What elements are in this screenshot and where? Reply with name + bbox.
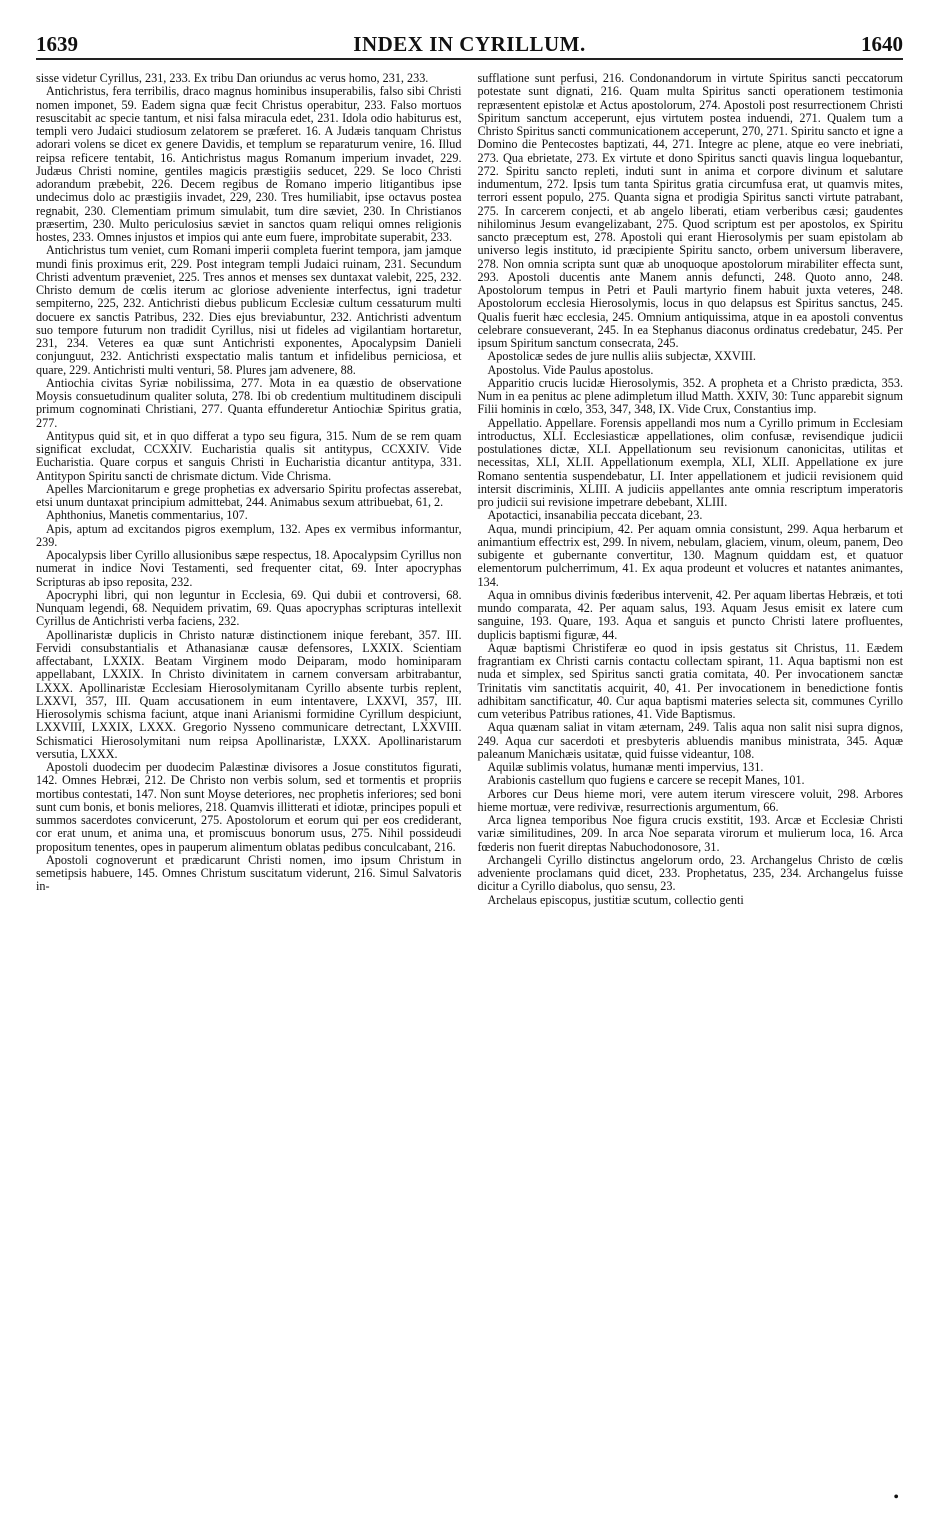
index-entry: Arbores cur Deus hieme mori, vere autem iterum virescere voluit, 298. Arbores hieme mortuæ, vere redivivæ, resurrectionis argumentum, 66. bbox=[477, 786, 903, 814]
page-number-left: 1639 bbox=[36, 32, 78, 56]
index-entry: Aqua, mundi principium, 42. Per aquam omnia consistunt, 299. Aqua herbarum et animantium effectrix est, 299. In nivem, nebulam, glaciem, vinum, oleum, panem, Deo subigente et gubernante convertitur, 130. Magnum quiddam est, et quatuor elementorum pulcherrimum, 41. Ex aqua prodeunt et volucres et natantes animantes, 134. bbox=[477, 521, 903, 589]
left-column bbox=[36, 72, 462, 907]
index-entry: Antichristus tum veniet, cum Romani imperii completa fuerint tempora, jam jamque mundi finis proximus erit, 229. Post integram templi Judaici ruinam, 231. Secundum Christi adventum præveniet, 225. Tres annos et menses sex duntaxat valebit, 225, 232. Christo demum de cœlis iterum ac gloriose adveniente interfectus, igni tradetur sempiterno, 225, 232. Antichristi diebus publicum Ecclesiæ cultum cessaturum multi docuere ex sanctis Patribus, 232. Dies ejus breviabuntur, 232. Antichristi adventum suo tempore futurum non tradidit Cyrillus, nisi ut fideles ad vigilantiam hortaretur, 231, 234. Veteres ea quæ sunt Antichristi exponentes, Apocalypsim Danieli conjunguut, 232. Antichristi exspectatio malis tantum et infidelibus perniciosa, et quare, 229. Antichristi multi venturi, 58. Plures jam advenere, 88. bbox=[36, 243, 462, 377]
index-entry: sufflatione sunt perfusi, 216. Condonandorum in virtute Spiritus sancti peccatorum potestate sunt dignati, 216. Quam multa Spiritus sancti operationem testimonia repræsentent epistolæ et Actus apostolorum, 274. Apostoli post resurrectionem Christi Spiritum sanctum acceperunt, ejus virtutem postea induendi, 271. Qualem tum a Christo Spiritus sancti communicationem acceperunt, 270, 271. Spiritu sancto et igne a Domino die Pentecostes baptizati, 44, 271. Integre ac plene, atque eo vere inebriati, 273. Qua ebrietate, 273. Ex virtute et dono Spiritus sancti quavis lingua loquebantur, 272. Spiritu sancto repleti, induti sunt in anima et corpore divinum et salutare indumentum, 272. Ipsis tum tanta Spiritus gratia circumfusa erat, ut quamvis mites, terrori essent populo, 275. Quanta signa et prodigia Spiritus sancti virtute patrabant, 275. In carcerem conjecti, et ab angelo liberati, etiam verberibus cæsi; gaudentes nihilominus Jesum evangelizabant, 275. Quod scriptum est per apostolos, ex Spiritu sancto præceptum est, 278. Apostoli qui erant Hierosolymis per suam epistolam ab universo legis instituto, id præcipiente Spiritu sancto, orbem universum liberavere, 278. Non omnia scripta sunt quæ ab unoquoque apostolorum mirabiliter effecta sunt, 293. Apostoli ducentis ante Manem annis defuncti, 248. Quoto anno, 248. Apostolorum tempus in Petri et Pauli martyrio finem habuit juxta veteres, 248. Apostolorum ecclesia Hierosolymis, locus in quo delapsus est Spiritus sanctus, 245. Qualis fuerit hæc ecclesia, 245. Omnium antiquissima, atque in ea apostoli conventus celebrare consueverant, 245. In ea Stephanus diaconus ordinatus credebatur, 245. Per ipsum Spiritum sanctum consecrata, 245. bbox=[477, 71, 903, 350]
page-number-right: 1640 bbox=[861, 32, 903, 56]
index-entry: Aquæ baptismi Christiferæ eo quod in ipsis gestatus sit Christus, 11. Eædem fragrantiam ex Christi carnis contactu collectam spirant, 11. Aqua baptismi non est nuda et simplex, sed Spiritus sancti gratia comitata, 40. Per invocationem sanctæ Trinitatis vim sanctitatis acquirit, 40, 41. Per invocationem in benedictione fontis adhibitam sanctificatur, 40. Cur aqua baptismi materies selecta sit, communes Cyrillo cum veteribus Patribus rationes, 41. Vide Baptismus. bbox=[477, 640, 903, 721]
running-title: INDEX IN CYRILLUM. bbox=[353, 32, 586, 56]
index-entry: Aqua quænam saliat in vitam æternam, 249. Talis aqua non salit nisi supra dignos, 249. Aqua cur sacerdoti et presbyteris abluendis manibus ministrata, 345. Aquæ paleanum Manichæis usitatæ, quid fuisse videantur, 108. bbox=[477, 720, 903, 761]
index-entry: Arca lignea temporibus Noe figura crucis exstitit, 193. Arcæ et Ecclesiæ Christi variæ similitudines, 209. In arca Noe separata virorum et mulierum loca, 16. Arca fœderis non fuerit direptas Nabuchodonosore, 31. bbox=[477, 813, 903, 854]
index-entry: Apostolus. Vide Paulus apostolus. bbox=[487, 362, 654, 377]
index-entry: Arabionis castellum quo fugiens e carcere se recepit Manes, 101. bbox=[487, 773, 805, 788]
index-entry: Aphthonius, Manetis commentarius, 107. bbox=[46, 508, 248, 523]
index-entry: Apocalypsis liber Cyrillo allusionibus sæpe respectus, 18. Apocalypsim Cyrillus non numerat in indice Novi Testamenti, sed frequenter citat, 69. Inter apocryphas Scripturas ab ipso reposita, 232. bbox=[36, 548, 462, 589]
printer-mark: • bbox=[893, 1489, 899, 1506]
index-entry: Archelaus episcopus, justitiæ scutum, collectio genti bbox=[487, 892, 744, 907]
index-entry: Archangeli Cyrillo distinctus angelorum ordo, 23. Archangelus Christo de cœlis adveniente proclamans quid dicet, 233. Prophetatus, 235, 234. Archangelus fuisse dicitur a Cyrillo diabolus, quo sensu, 23. bbox=[477, 852, 903, 894]
index-entry: Antiochia civitas Syriæ nobilissima, 277. Mota in ea quæstio de observatione Moysis consuetudinum qualiter soluta, 278. Ibi ob credentium multitudinem discipuli primum cognominati Christiani, 277. Quanta effunderetur Antiochiæ Spiritus gratia, 277. bbox=[36, 375, 462, 430]
right-column bbox=[478, 72, 904, 907]
index-entry: Antichristus, fera terribilis, draco magnus hominibus insuperabilis, falso sibi Christi nomen imponet, 59. Eadem signa quæ fecit Christus operabitur, 233. Falso mortuos resuscitabit ac specie tantum, et nisi falsa miracula edet, 231. Idola odio habiturus est, templi vero Judaici studiosum zelatorem se præferet. 16. A Judæis tanquam Christus adorari volens se dicet ex genere Davidis, et templum se reparaturum venire, 16. Illud reipsa reficere tentabit, 16. Antichristus magus Romanum imperium invadet, 229. Judæus Christi nomine, gentiles magicis præstigiis seducet, 229. Se loco Christi adorandum præbebit, 226. Decem regibus de Romano imperio litigantibus ipse undecimus dolo ac præstigiis invadet, 229, 230. Tres humiliabit, ipse octavus postea regnabit, 230. Clementiam primum simulabit, tum dire sæviet, 230. In Christianos præsertim, 230. Multo periculosius sæviet in sanctos quam reliqui omnes religionis hostes, 233. Omnes injustos et impios qui ante eum fuere, improbitate superabit, 233. bbox=[36, 84, 462, 244]
index-columns bbox=[36, 72, 903, 907]
index-entry: Apollinaristæ duplicis in Christo naturæ distinctionem inique ferebant, 357. III. Fervidi consubstantialis et Athanasianæ causæ defensores, LXXIX. Scientiam affectabant, LXXIX. Beatam Virginem modo Deiparam, modo hominiparam appellabant, LXXIX. In Christo divinitatem in carnem conversam arbitrabantur, LXXX. Apollinaristæ Ecclesiam Hierosolymitanam Cyrillo absente turbis replent, LXXVI, 357, III. Quam accusationem in eum intentavere, LXXVI, 357, III. Hierosolymis schisma faciunt, atque inani Arianismi formidine Cyrillum despiciunt, LXXVIII, LXXIX, LXXX. Gregorio Nysseno communicare detrectant, LXXVIII. Schismatici Hierosolymitani num reipsa Apollinaristæ, LXXX. Apollinaristarum versutia, LXXX. bbox=[36, 627, 462, 761]
index-entry: Appellatio. Appellare. Forensis appellandi mos num a Cyrillo primum in Ecclesiam introductus, XLI. Ecclesiasticæ appellationes, olim confusæ, revisendique judicii postulationes dictæ, XLI. Appellationum seu revisionum canonicitas, utilitas et necessitas, XLI, XLII. Appellationum exempla, XLI, XLII. Appellatione ex jure Romano sententia suspendebatur, LI. Inter appellationem et judicii revisionem quid intersit discriminis, XLIII. A judiciis appellantes ante omnia rescriptum imperatoris pro judicii sui revisione impetrare debebant, XLIII. bbox=[477, 415, 903, 509]
index-entry: Apis, aptum ad excitandos pigros exemplum, 132. Apes ex vermibus informantur, 239. bbox=[36, 521, 462, 549]
running-header bbox=[36, 30, 903, 60]
index-entry: Apostolicæ sedes de jure nullis aliis subjectæ, XXVIII. bbox=[487, 349, 756, 364]
index-entry: Apostoli cognoverunt et prædicarunt Christi nomen, imo ipsum Christum in semetipsis habuere, 145. Omnes Christum suscitatum viderunt, 216. Simul Salvatoris in- bbox=[36, 852, 462, 894]
index-entry: Apostoli duodecim per duodecim Palæstinæ divisores a Josue constitutos figurati, 142. Omnes Hebræi, 212. De Christo non verbis solum, sed et tormentis et propriis mortibus contestati, 147. Non sunt Moyse deteriores, nec prophetis inferiores; sed boni sunt cum bonis, et bonis meliores, 218. Quamvis illitterati et idiotæ, principes populi et summos sacerdotes convicerunt, 275. Apostolorum et eorum qui per eos crediderant, cor erat unum, et anima una, et promiscuus bonorum usus, 275. Nihil possideudi propositum tenentes, opes in pauperum alimentum oblatas pedibus conculcabant, 216. bbox=[36, 760, 462, 854]
index-entry: Aqua in omnibus divinis fœderibus intervenit, 42. Per aquam libertas Hebræis, et toti mundo comparata, 42. Per aquam salus, 193. Aquam Jesus emisit ex latere cum sanguine, 193. Quare, 193. Aqua et sanguis et puncto Christi latere profluentes, duplicis baptismi figuræ, 44. bbox=[477, 587, 903, 642]
index-entry: Antitypus quid sit, et in quo differat a typo seu figura, 315. Num de se rem quam significat excludat, CCXXIV. Eucharistia qualis sit antitypus, CCXXIV. Vide Eucharistia. Quare corpus et sanguis Christi in Eucharistia dicantur antitypa, 331. Antitypon Spiritu sancti de chrismate dictum. Vide Chrisma. bbox=[36, 428, 462, 483]
index-entry: Apparitio crucis lucidæ Hierosolymis, 352. A propheta et a Christo prædicta, 353. Num in ea penitus ac plene adimpletum illud Matth. XXIV, 30: Tunc apparebit signum Filii hominis in cœlo, 353, 347, 348, IX. Vide Crux, Constantius imp. bbox=[477, 375, 903, 417]
index-entry: Apotactici, insanabilia peccata dicebant, 23. bbox=[487, 508, 703, 523]
index-entry: Apelles Marcionitarum e grege prophetias ex adversario Spiritu profectas asserebat, etsi unum duntaxat principium admittebat, 244. Animabus sexum attribuebat, 61, 2. bbox=[36, 481, 462, 509]
index-entry: sisse videtur Cyrillus, 231, 233. Ex tribu Dan oriundus ac verus homo, 231, 233. bbox=[36, 71, 429, 85]
index-entry: Aquilæ sublimis volatus, humanæ menti impervius, 131. bbox=[487, 760, 764, 774]
index-entry: Apocryphi libri, qui non leguntur in Ecclesia, 69. Qui dubii et controversi, 68. Nunquam legendi, 68. Nequidem privatim, 69. Quas apocryphas scripturas intellexit Cyrillus de Antichristi verba faciens, 232. bbox=[36, 587, 462, 629]
